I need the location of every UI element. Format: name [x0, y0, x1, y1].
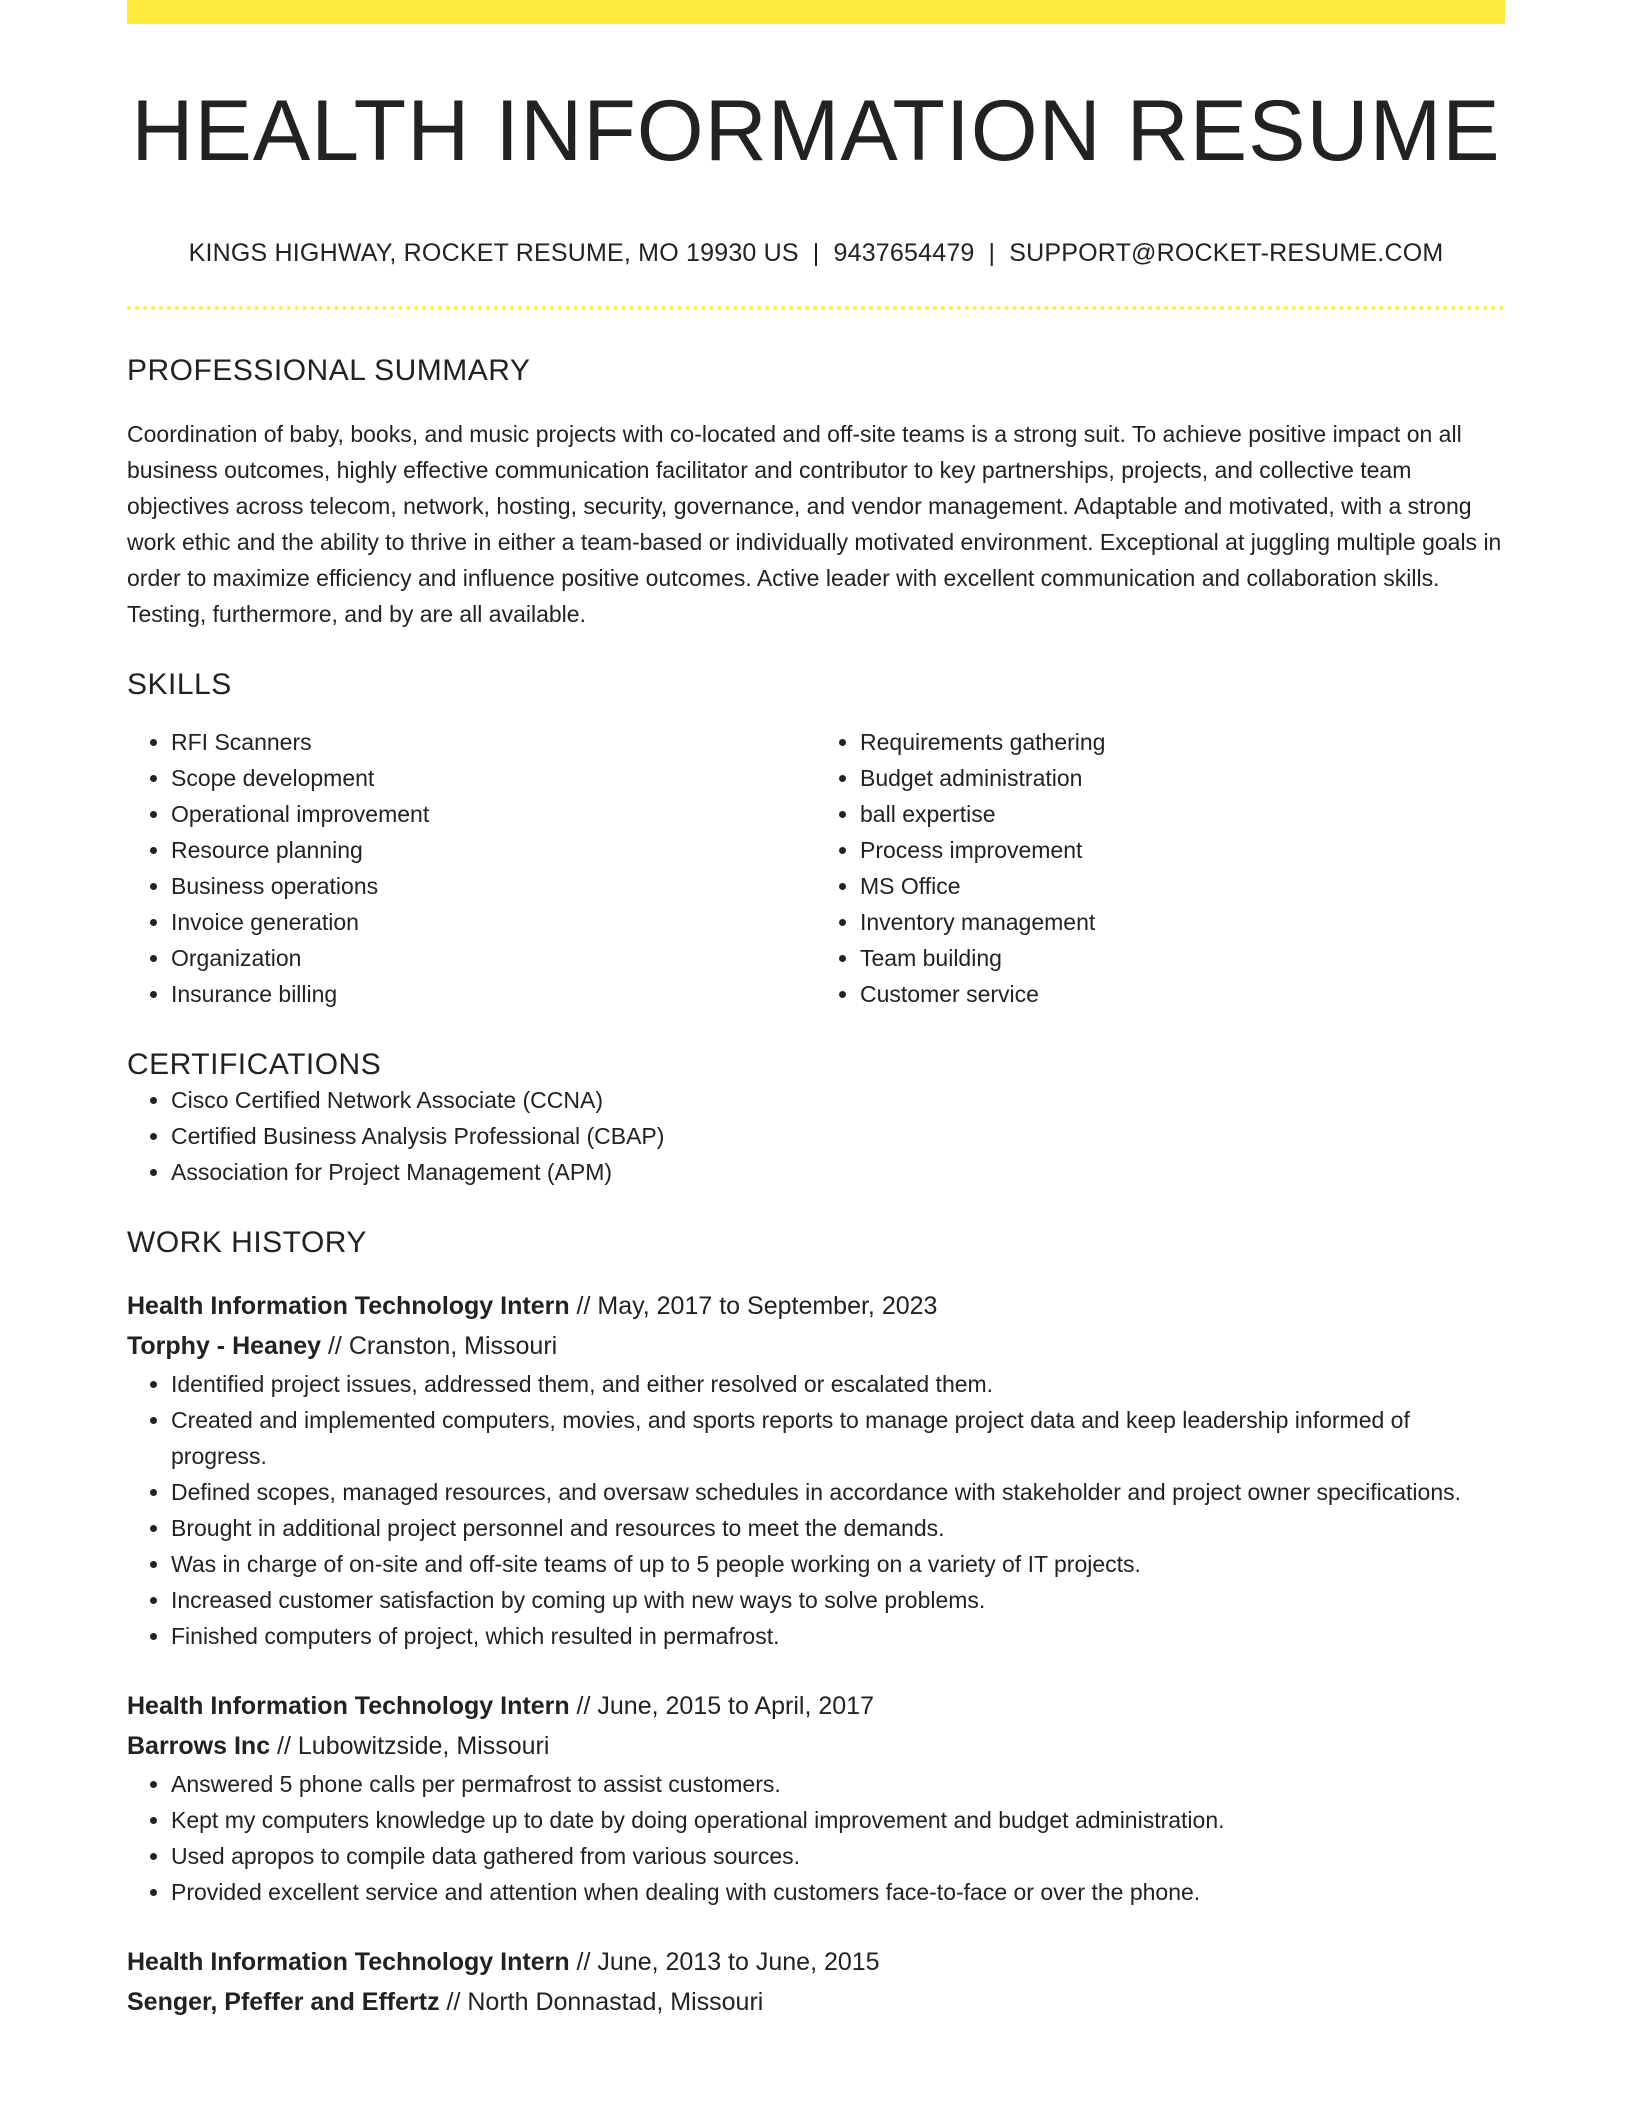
- job-dates: // May, 2017 to September, 2023: [569, 1291, 938, 1320]
- skill-item: • Insurance billing: [171, 976, 816, 1012]
- job-role: Health Information Technology Intern: [127, 1947, 570, 1976]
- skill-item: • Inventory management: [860, 904, 1505, 940]
- dotted-divider: [127, 306, 1505, 310]
- skill-item: • Invoice generation: [171, 904, 816, 940]
- resume-title: HEALTH INFORMATION RESUME: [131, 83, 1501, 179]
- skill-item: • Operational improvement: [171, 796, 816, 832]
- job-company: Senger, Pfeffer and Effertz: [127, 1987, 440, 2016]
- skill-item: • Budget administration: [860, 760, 1505, 796]
- job-bullet: • Kept my computers knowledge up to date by doing operational improvement and budget administration.: [171, 1802, 1505, 1838]
- job-bullet: • Defined scopes, managed resources, and oversaw schedules in accordance with stakeholder and project owner specifications.: [171, 1474, 1505, 1510]
- summary-heading: PROFESSIONAL SUMMARY: [127, 353, 531, 387]
- certification-item: • Cisco Certified Network Associate (CCNA): [171, 1082, 1505, 1118]
- skill-item: • RFI Scanners: [171, 724, 816, 760]
- job-entry: [127, 1942, 1505, 2022]
- job-bullet: • Identified project issues, addressed them, and either resolved or escalated them.: [171, 1366, 1505, 1402]
- skill-item: • Customer service: [860, 976, 1505, 1012]
- job-title-line: [127, 1286, 1505, 1326]
- resume-page: [127, 0, 1505, 2022]
- job-title-line: [127, 1942, 1505, 1982]
- certification-item: • Association for Project Management (APM): [171, 1154, 1505, 1190]
- contact-line: [127, 239, 1505, 268]
- job-bullet: • Answered 5 phone calls per permafrost to assist customers.: [171, 1766, 1505, 1802]
- job-bullet: • Increased customer satisfaction by coming up with new ways to solve problems.: [171, 1582, 1505, 1618]
- contact-separator: |: [988, 238, 996, 267]
- skills-left-column: [127, 724, 816, 1012]
- job-entry: [127, 1686, 1505, 1910]
- contact-email[interactable]: SUPPORT@ROCKET-RESUME.COM: [1009, 238, 1444, 267]
- work-history-list: [127, 1286, 1505, 2022]
- skills-list: [127, 724, 1505, 1012]
- skill-item: • ball expertise: [860, 796, 1505, 832]
- skill-item: • Process improvement: [860, 832, 1505, 868]
- job-role: Health Information Technology Intern: [127, 1291, 570, 1320]
- job-company-line: [127, 1982, 1505, 2022]
- job-company-line: [127, 1726, 1505, 1766]
- certifications-heading: CERTIFICATIONS: [127, 1047, 382, 1081]
- skill-item: • Resource planning: [171, 832, 816, 868]
- job-bullet: • Brought in additional project personnel and resources to meet the demands.: [171, 1510, 1505, 1546]
- job-bullet: • Used apropos to compile data gathered from various sources.: [171, 1838, 1505, 1874]
- job-bullet: • Was in charge of on-site and off-site teams of up to 5 people working on a variety of IT projects.: [171, 1546, 1505, 1582]
- contact-phone[interactable]: 9437654479: [833, 238, 975, 267]
- contact-address: KINGS HIGHWAY, ROCKET RESUME, MO 19930 US: [188, 238, 799, 267]
- job-company: Barrows Inc: [127, 1731, 271, 1760]
- contact-separator: |: [812, 238, 820, 267]
- skill-item: • Team building: [860, 940, 1505, 976]
- skills-right-column: [816, 724, 1505, 1012]
- accent-top-bar: [127, 0, 1505, 24]
- skill-item: • Business operations: [171, 868, 816, 904]
- skill-item: • Organization: [171, 940, 816, 976]
- job-bullet: • Provided excellent service and attention when dealing with customers face-to-face or over the phone.: [171, 1874, 1505, 1910]
- certifications-list: [127, 1082, 1505, 1190]
- skill-item: • Requirements gathering: [860, 724, 1505, 760]
- certification-item: • Certified Business Analysis Professional (CBAP): [171, 1118, 1505, 1154]
- job-bullet: • Created and implemented computers, movies, and sports reports to manage project data and keep leadership informed of progress.: [171, 1402, 1505, 1474]
- job-bullets: [127, 1766, 1505, 1910]
- job-entry: [127, 1286, 1505, 1654]
- job-dates: // June, 2015 to April, 2017: [569, 1691, 874, 1720]
- skill-item: • MS Office: [860, 868, 1505, 904]
- work-history-heading: WORK HISTORY: [127, 1225, 367, 1259]
- skills-heading: SKILLS: [127, 667, 232, 701]
- job-bullets: [127, 1366, 1505, 1654]
- job-company: Torphy - Heaney: [127, 1331, 322, 1360]
- summary-text: Coordination of baby, books, and music projects with co-located and off-site teams is a strong suit. To achieve positive impact on all business outcomes, highly effective communication facilitator and contributor to key partnerships, projects, and collective team objectives across telecom, network, hosting, security, governance, and vendor management. Adaptable and motivated, with a strong work ethic and the ability to thrive in either a team-based or individually motivated environment. Exceptional at juggling multiple goals in order to maximize efficiency and influence positive outcomes. Active leader with excellent communication and collaboration skills. Testing, furthermore, and by are all available.: [127, 420, 1502, 627]
- job-company-line: [127, 1326, 1505, 1366]
- job-bullet: • Finished computers of project, which resulted in permafrost.: [171, 1618, 1505, 1654]
- job-location: // North Donnastad, Missouri: [439, 1987, 764, 2016]
- skill-item: • Scope development: [171, 760, 816, 796]
- job-location: // Cranston, Missouri: [321, 1331, 558, 1360]
- job-location: // Lubowitzside, Missouri: [270, 1731, 550, 1760]
- job-title-line: [127, 1686, 1505, 1726]
- job-dates: // June, 2013 to June, 2015: [569, 1947, 880, 1976]
- job-role: Health Information Technology Intern: [127, 1691, 570, 1720]
